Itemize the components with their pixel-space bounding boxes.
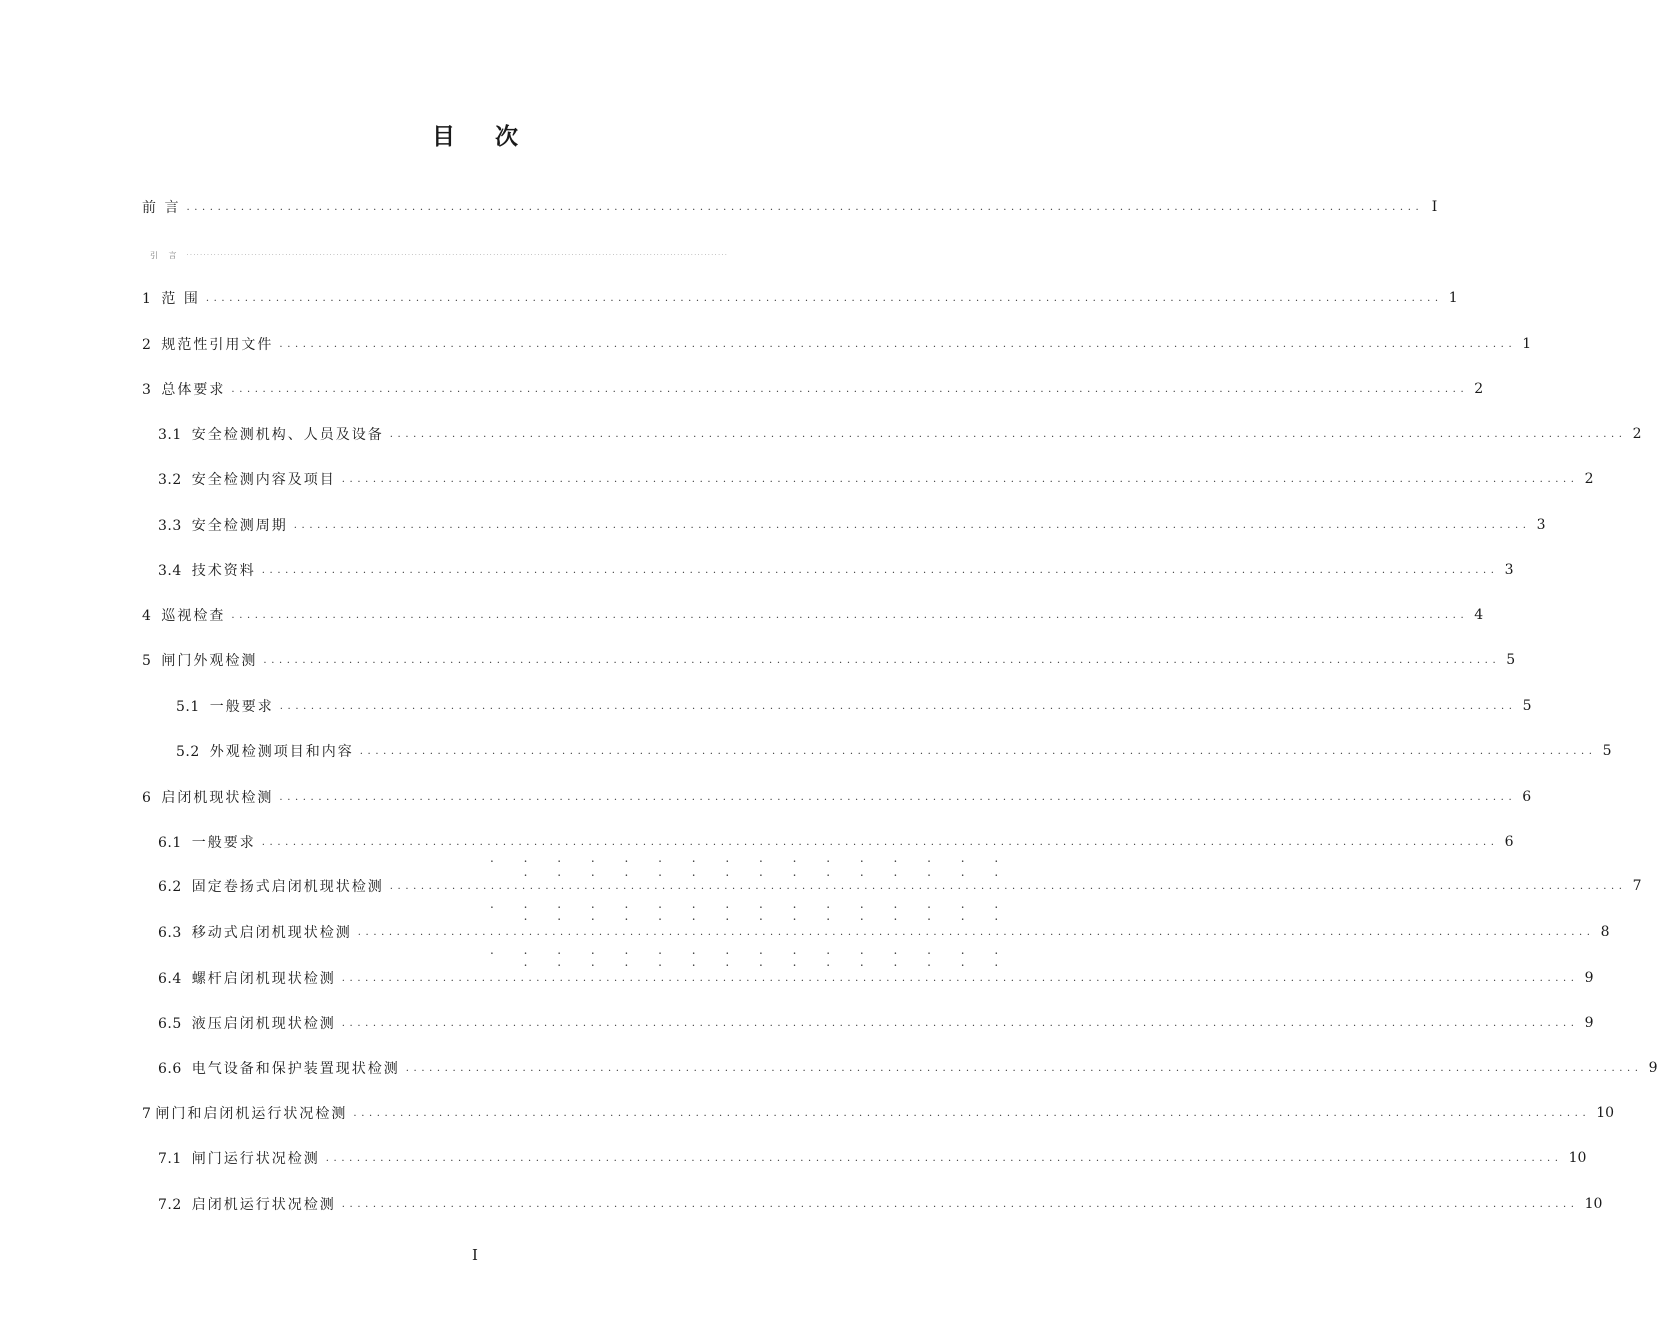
toc-entry[interactable]	[158, 421, 1642, 447]
toc-entry-label: 前 言	[142, 200, 181, 216]
dot-leader	[360, 747, 1597, 757]
toc-entry[interactable]	[158, 1191, 1603, 1217]
toc-page-number: 6	[1522, 789, 1532, 805]
scan-artifact-dots: . . . . . . . . . . . . . . . .	[490, 897, 1012, 911]
toc-entry-label: 3.1 安全检测机构、人员及设备	[158, 427, 384, 443]
toc-page-number: 10	[1596, 1105, 1615, 1121]
toc-page-number: 2	[1474, 381, 1484, 397]
dot-leader	[262, 838, 1499, 848]
toc-entry[interactable]	[142, 376, 1484, 402]
toc-entry-label: 3.3 安全检测周期	[158, 518, 288, 534]
toc-entry[interactable]	[142, 1100, 1615, 1126]
toc-entry[interactable]	[142, 331, 1532, 357]
dot-leader	[186, 203, 1423, 213]
toc-page-number: 3	[1536, 517, 1546, 533]
toc-entry-label: 引 言	[150, 250, 181, 260]
toc-page-number: 3	[1504, 562, 1514, 578]
toc-entry-label: 3 总体要求	[142, 382, 226, 398]
toc-page-number: I	[1431, 199, 1438, 215]
toc-entry-label: 5.2 外观检测项目和内容	[176, 744, 354, 760]
dot-leader	[406, 1064, 1643, 1074]
scan-artifact-dots: . . . . . . . . . . . . . . .	[490, 865, 1012, 879]
dot-leader	[353, 1109, 1590, 1119]
dot-leader	[342, 475, 1579, 485]
page-title: 目 次	[431, 123, 534, 150]
dot-leader	[342, 1019, 1579, 1029]
toc-entry-label: 6.4 螺杆启闭机现状检测	[158, 971, 336, 987]
toc-entry-label: 4 巡视检查	[142, 608, 226, 624]
dot-leader	[231, 611, 1468, 621]
scan-artifact-dots: . . . . . . . . . . . . . . . .	[490, 943, 1012, 957]
dot-leader	[390, 882, 1627, 892]
scan-artifact-dots: . . . . . . . . . . . . . . .	[490, 955, 1012, 969]
toc-page-number: 10	[1584, 1196, 1603, 1212]
dot-leader	[342, 974, 1579, 984]
toc-entry-label: 3.2 安全检测内容及项目	[158, 472, 336, 488]
scan-artifact-dots: . . . . . . . . . . . . . . . .	[490, 851, 1012, 865]
toc-entry[interactable]	[158, 557, 1514, 583]
toc-entry-label: 2 规范性引用文件	[142, 337, 274, 353]
toc-entry-label: 3.4 技术资料	[158, 563, 256, 579]
toc-page-number: 6	[1504, 834, 1514, 850]
dot-leader	[262, 566, 1499, 576]
toc-entry-label: 7.1 闸门运行状况检测	[158, 1151, 320, 1167]
toc-page-number: 4	[1474, 607, 1484, 623]
toc-page-number: 8	[1600, 924, 1610, 940]
toc-entry-label: 6.5 液压启闭机现状检测	[158, 1016, 336, 1032]
dot-leader	[187, 249, 788, 259]
toc-entry-label: 7 闸门和启闭机运行状况检测	[142, 1106, 348, 1122]
toc-page-number: 5	[1602, 743, 1612, 759]
toc-entry[interactable]	[150, 242, 802, 268]
dot-leader	[206, 294, 1443, 304]
dot-leader	[279, 793, 1516, 803]
toc-entry[interactable]	[158, 1010, 1594, 1036]
dot-leader	[294, 521, 1531, 531]
toc-page-number: 1	[1448, 290, 1458, 306]
dot-leader	[280, 702, 1517, 712]
toc-entry-label: 1 范 围	[142, 291, 200, 307]
toc-entry[interactable]	[142, 602, 1484, 628]
toc-entry[interactable]	[158, 1055, 1658, 1081]
toc-entry[interactable]	[142, 647, 1516, 673]
dot-leader	[279, 340, 1516, 350]
dot-leader	[263, 656, 1500, 666]
toc-entry-label: 7.2 启闭机运行状况检测	[158, 1197, 336, 1213]
toc-entry[interactable]	[142, 784, 1532, 810]
toc-page-number: 2	[1584, 471, 1594, 487]
toc-page-number: 9	[1648, 1060, 1658, 1076]
toc-page-number: 2	[1632, 426, 1642, 442]
toc-entry-label: 6 启闭机现状检测	[142, 790, 274, 806]
toc-entry-label: 5.1 一般要求	[176, 699, 274, 715]
toc-page-number: 9	[1584, 1015, 1594, 1031]
toc-entry-label: 5 闸门外观检测	[142, 653, 258, 669]
dot-leader	[390, 430, 1627, 440]
toc-entry[interactable]	[142, 194, 1438, 220]
toc-entry[interactable]	[142, 285, 1458, 311]
toc-page-number: 5	[1522, 698, 1532, 714]
toc-page-number: 7	[1632, 878, 1642, 894]
scan-artifact-dots: . . . . . . . . . . . . . . .	[490, 909, 1012, 923]
toc-entry-label: 6.6 电气设备和保护装置现状检测	[158, 1061, 400, 1077]
page-number: I	[472, 1246, 478, 1264]
dot-leader	[326, 1154, 1563, 1164]
toc-page-number: 9	[1584, 970, 1594, 986]
toc-entry[interactable]	[158, 466, 1594, 492]
toc-entry[interactable]	[176, 693, 1532, 719]
toc-entry[interactable]	[176, 738, 1612, 764]
dot-leader	[342, 1200, 1579, 1210]
toc-page-number: 1	[1522, 336, 1532, 352]
toc-page-number: 5	[1506, 652, 1516, 668]
toc-entry[interactable]	[158, 512, 1546, 538]
toc-entry-label: 6.2 固定卷扬式启闭机现状检测	[158, 879, 384, 895]
toc-entry-label: 6.1 一般要求	[158, 835, 256, 851]
dot-leader	[231, 385, 1468, 395]
toc-entry[interactable]	[158, 1145, 1587, 1171]
toc-page-number: 10	[1568, 1150, 1587, 1166]
toc-entry-label: 6.3 移动式启闭机现状检测	[158, 925, 352, 941]
dot-leader	[358, 928, 1595, 938]
